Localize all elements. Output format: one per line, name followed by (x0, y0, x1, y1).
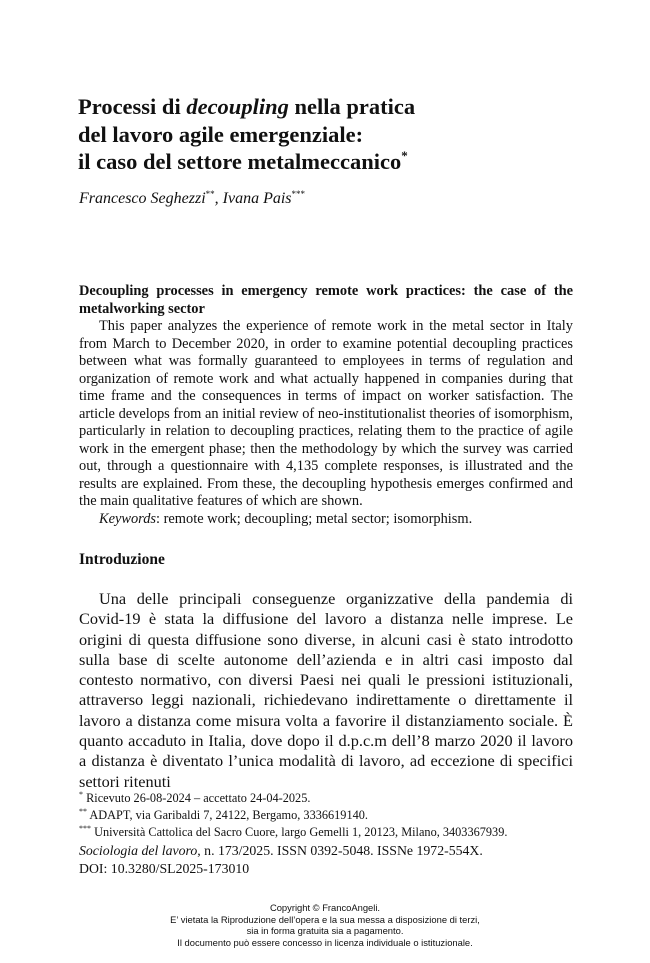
title-text: Processi di (78, 94, 187, 119)
title-text: il caso del settore metalmeccanico (78, 149, 402, 174)
copyright-line: E’ vietata la Riproduzione dell’opera e la sua messa a disposizione di terzi, (170, 913, 480, 925)
copyright-line: Il documento può essere concesso in licenza individuale o istituzionale. (177, 936, 473, 948)
footnote-marker: * (79, 790, 83, 799)
footnote-text: ADAPT, via Garibaldi 7, 24122, Bergamo, 3336619140. (87, 808, 368, 822)
author-separator: , (214, 190, 223, 207)
footnote-marker: ** (79, 807, 87, 816)
footnote-marker[interactable]: ** (205, 189, 215, 199)
abstract (79, 283, 573, 528)
doi[interactable]: DOI: 10.3280/SL2025-173010 (79, 861, 250, 876)
title-line-1 (78, 93, 558, 121)
footnotes (79, 790, 579, 878)
body-paragraph: Una delle principali conseguenze organizzative della pandemia di Covid-19 è stata la diffusione del lavoro a distanza nelle imprese. Le origini di questa diffusione sono diverse, in alcuni casi è stato introdotto sulla base di scelte autonome dell’azienda e in altri casi imposto dal contesto normativo, con diversi Paesi nei quali le pressioni istituzionali, attraverso leggi nazionali, richiedevano indirettamente o direttamente il lavoro a distanza come misura volta a favorire il distanziamento sociale. È quanto accaduto in Italia, dove dopo il d.p.c.m dell’8 marzo 2020 il lavoro a distanza è diventato l’unica modalità di lavoro, ad eccezione di specifici settori ritenuti (79, 589, 573, 791)
footnote-marker: *** (79, 824, 91, 833)
title-line-2: del lavoro agile emergenziale: (78, 121, 364, 147)
copyright-notice (0, 902, 650, 948)
footnote-marker[interactable]: * (401, 148, 408, 163)
abstract-title: Decoupling processes in emergency remote work practices: the case of the metalworking sector (79, 283, 573, 317)
footnote-text: Ricevuto 26-08-2024 – accettato 24-04-2025. (83, 791, 311, 805)
keywords-list: : remote work; decoupling; metal sector; isomorphism. (156, 510, 473, 527)
footnote (79, 790, 579, 807)
keywords (79, 511, 573, 529)
keywords-label: Keywords (99, 510, 157, 527)
author-name: Francesco Seghezzi (79, 190, 206, 207)
footnote-text: Università Cattolica del Sacro Cuore, largo Gemelli 1, 20123, Milano, 3403367939. (91, 825, 508, 839)
footnote-marker[interactable]: *** (291, 189, 306, 199)
journal-name: Sociologia del lavoro (79, 843, 198, 858)
title-italic-term: decoupling (186, 94, 289, 119)
copyright-line: sia in forma gratuita sia a pagamento. (246, 925, 404, 937)
footnote (79, 807, 579, 824)
author-name: Ivana Pais (222, 190, 292, 207)
copyright-line: Copyright © FrancoAngeli. (269, 902, 381, 913)
paper-title (78, 93, 558, 176)
title-text: nella pratica (288, 94, 416, 119)
abstract-body: This paper analyzes the experience of remote work in the metal sector in Italy from March to December 2020, in order to examine potential decoupling practices between what was formally guaranteed to employees in terms of regulation and organization of remote work and what actually happened in companies during that time frame and the consequences in terms of impact on worker satisfaction. The article develops from an initial review of neo-institutionalist theories of isomorphism, particularly in relation to decoupling practices, relating them to the practice of agile work in the emergent phase; then the methodology by which the survey was carried out, through a questionnaire with 4,135 complete responses, is illustrated and the results are explained. From these, the decoupling hypothesis emerges confirmed and the main qualitative features of which are shown. (79, 318, 573, 509)
title-line-3 (78, 148, 558, 176)
section-heading: Introduzione (79, 551, 165, 568)
footnote (79, 824, 579, 841)
journal-details: , n. 173/2025. ISSN 0392-5048. ISSNe 1972-554X. (197, 843, 483, 858)
journal-citation (79, 842, 579, 860)
author-list (79, 190, 305, 208)
